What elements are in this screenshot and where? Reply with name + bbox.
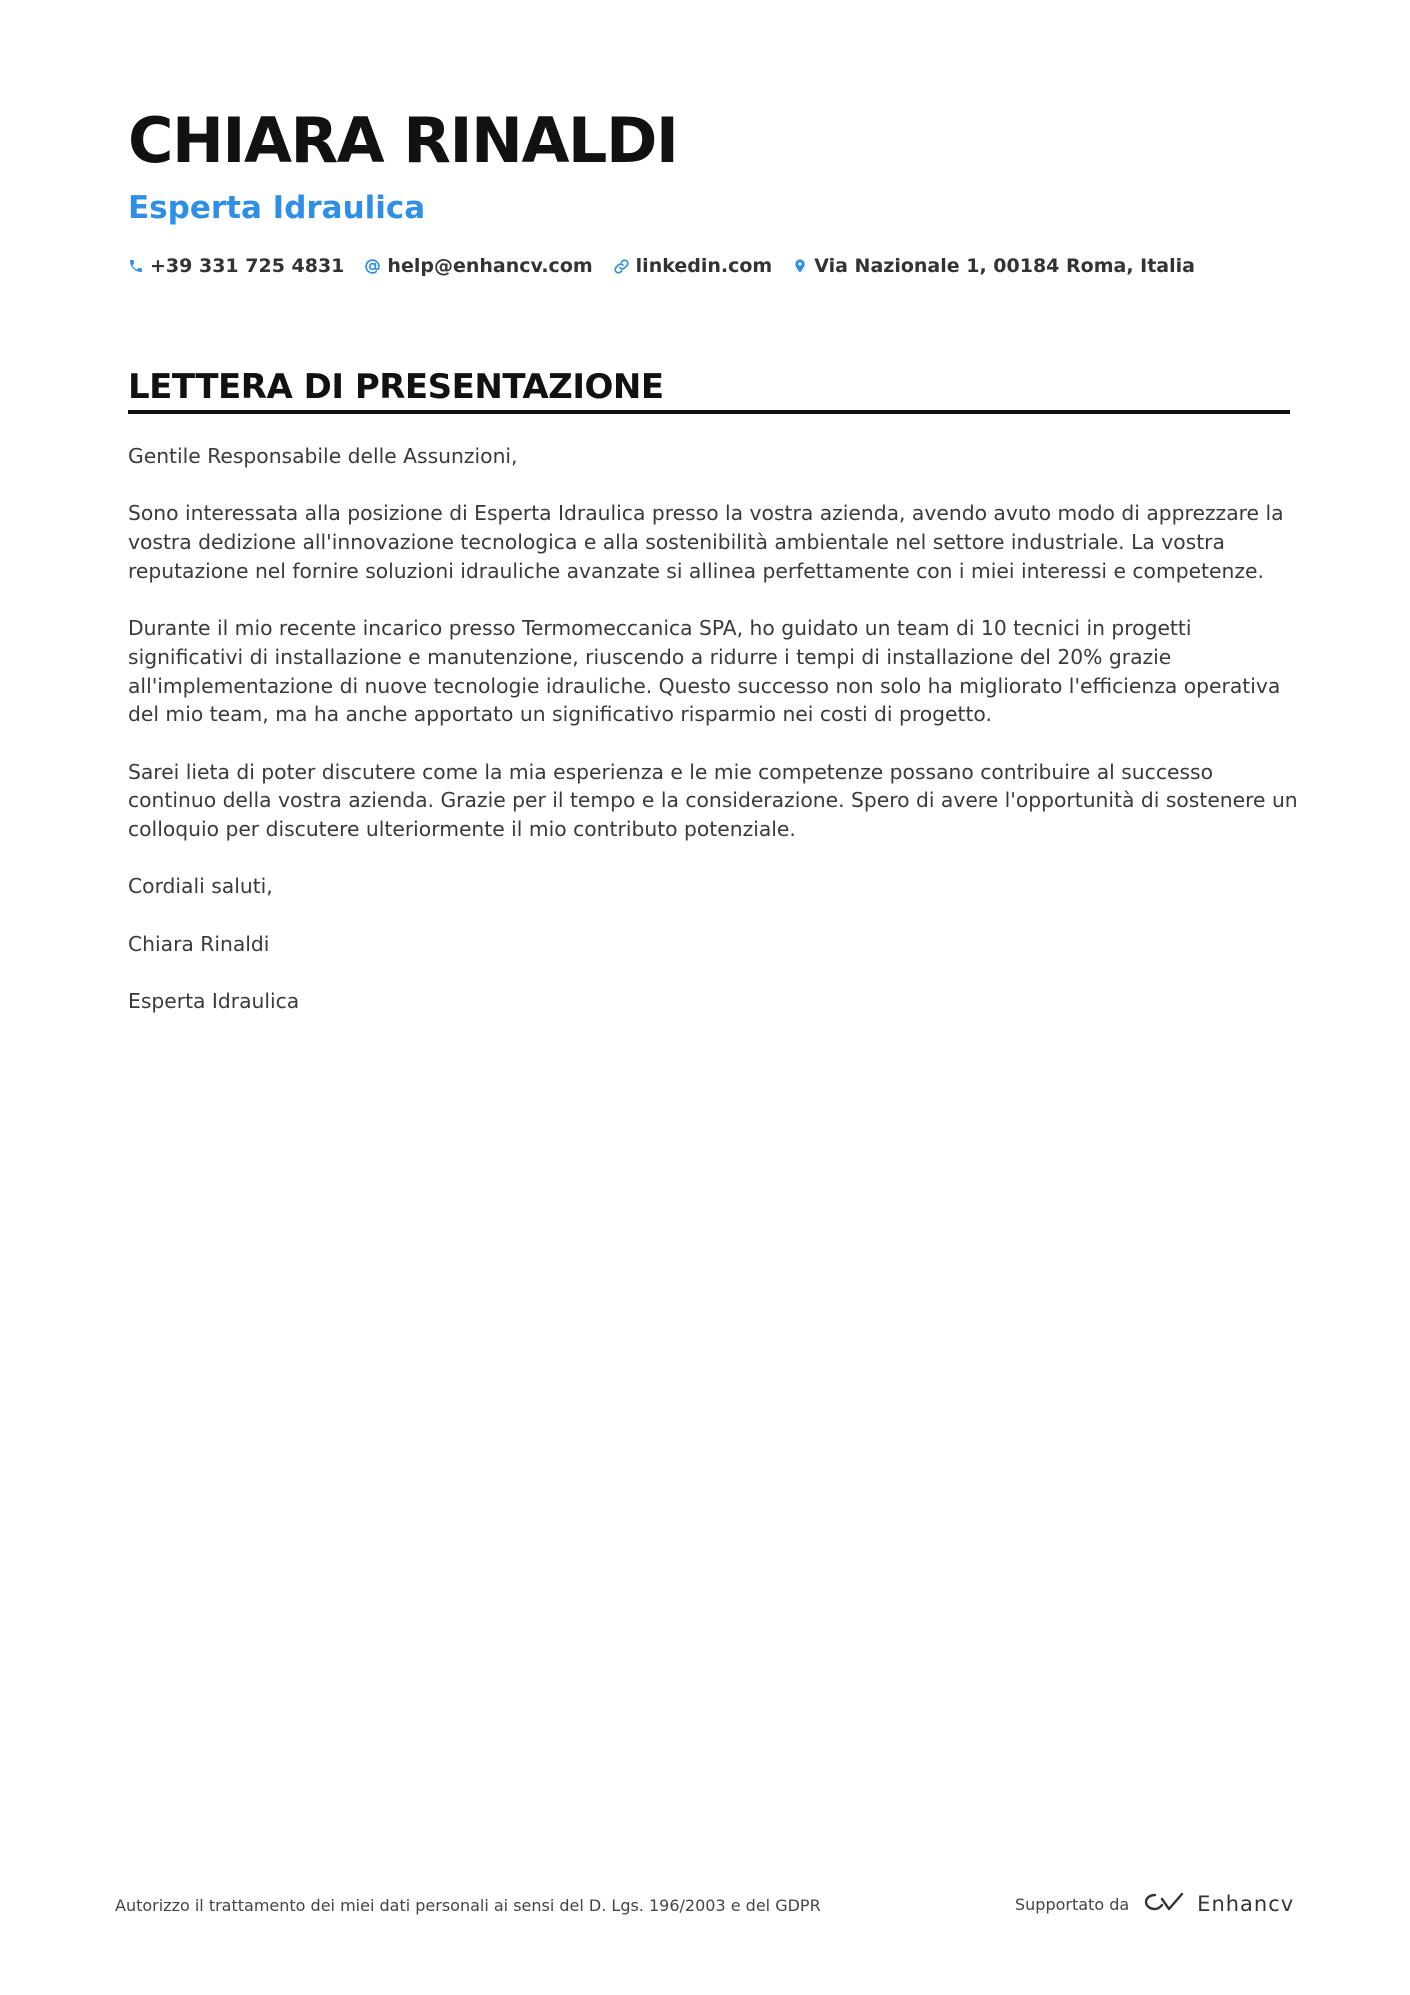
- letter-paragraph: Sono interessata alla posizione di Esperta Idraulica presso la vostra azienda, avendo avuto modo di apprezzare la vostra dedizione all'innovazione tecnologica e alla sostenibilità ambientale nel settore industriale. La vostra reputazione nel fornire soluzioni idrauliche avanzate si allinea perfettamente con i miei interessi e competenze.: [128, 501, 1284, 583]
- enhancv-logo-icon: [1141, 1890, 1187, 1918]
- letter-paragraph: Sarei lieta di poter discutere come la mia esperienza e le mie competenze possano contribuire al successo continuo della vostra azienda. Grazie per il tempo e la considerazione. Spero di avere l'opportunità di sostenere un colloquio per discutere ulteriormente il mio contributo potenziale.: [128, 759, 1298, 842]
- contact-bar: [128, 255, 1195, 277]
- powered-by-label: Supportato da: [1015, 1894, 1130, 1914]
- phone-text: +39 331 725 4831: [150, 255, 345, 277]
- phone-icon: [128, 258, 144, 274]
- letter-body: [128, 442, 1298, 1045]
- location-pin-icon: [792, 257, 808, 275]
- link-icon: [613, 258, 630, 275]
- applicant-name: CHIARA RINALDI: [128, 104, 678, 177]
- contact-linkedin[interactable]: [613, 255, 773, 277]
- linkedin-text: linkedin.com: [635, 255, 773, 277]
- letter-paragraph: Durante il mio recente incarico presso Termomeccanica SPA, ho guidato un team di 10 tecnici in progetti significativi di installazione e manutenzione, riuscendo a ridurre i tempi di installazione del 20% grazie all'implementazione di nuove tecnologie idrauliche. Questo successo non solo ha migliorato l'efficienza operativa del mio team, ma ha anche apportato un significativo risparmio nei costi di progetto.: [128, 616, 1281, 727]
- applicant-role: Esperta Idraulica: [128, 190, 426, 226]
- section-title: LETTERA DI PRESENTAZIONE: [128, 367, 664, 407]
- section-divider: [128, 410, 1290, 414]
- signature-role: Esperta Idraulica: [128, 989, 300, 1014]
- enhancv-logo[interactable]: [1141, 1890, 1294, 1918]
- letter-closing: Cordiali saluti,: [128, 874, 273, 899]
- contact-phone: [128, 255, 344, 277]
- at-icon: [364, 258, 381, 275]
- signature-name: Chiara Rinaldi: [128, 931, 270, 956]
- powered-by: [1015, 1890, 1294, 1918]
- letter-greeting: Gentile Responsabile delle Assunzioni,: [128, 444, 518, 468]
- contact-address: [792, 255, 1195, 277]
- enhancv-brand-name: Enhancv: [1197, 1892, 1295, 1916]
- contact-email[interactable]: [364, 255, 592, 277]
- address-text: Via Nazionale 1, 00184 Roma, Italia: [814, 255, 1195, 277]
- privacy-note: Autorizzo il trattamento dei miei dati personali ai sensi del D. Lgs. 196/2003 e del GDPR: [115, 1896, 821, 1915]
- email-text: help@enhancv.com: [387, 255, 593, 277]
